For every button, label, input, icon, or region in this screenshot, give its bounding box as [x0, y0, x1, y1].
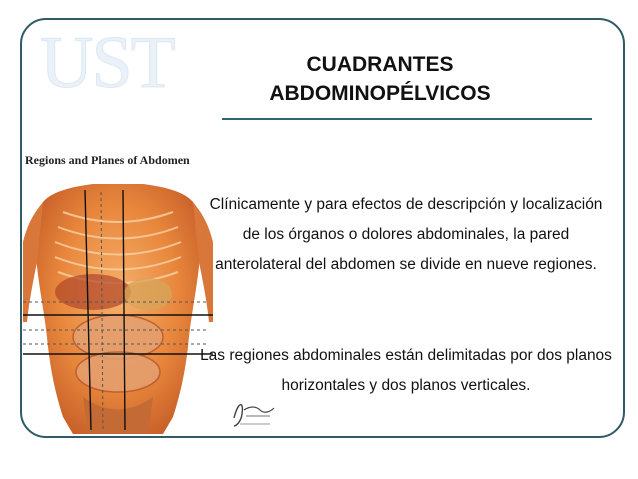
title-line-2: ABDOMINOPÉLVICOS — [269, 82, 491, 105]
slide-title — [230, 50, 530, 108]
ust-watermark: UST — [40, 22, 174, 104]
figure-caption: Regions and Planes of Abdomen — [25, 153, 190, 167]
liver-shape — [55, 274, 131, 310]
title-line-1: CUADRANTES — [306, 53, 454, 76]
abdomen-regions-illustration — [23, 172, 213, 434]
body-paragraph-1: Clínicamente y para efectos de descripción y localización de los órganos o dolores abdominales, la pared anterolateral del abdomen se divide en nueve regiones. — [209, 196, 603, 273]
title-divider — [222, 118, 592, 120]
artist-signature-mark — [230, 396, 278, 430]
stomach-shape — [124, 278, 172, 310]
body-paragraph-2: Las regiones abdominales están delimitadas por dos planos horizontales y dos planos verticales. — [200, 347, 612, 394]
